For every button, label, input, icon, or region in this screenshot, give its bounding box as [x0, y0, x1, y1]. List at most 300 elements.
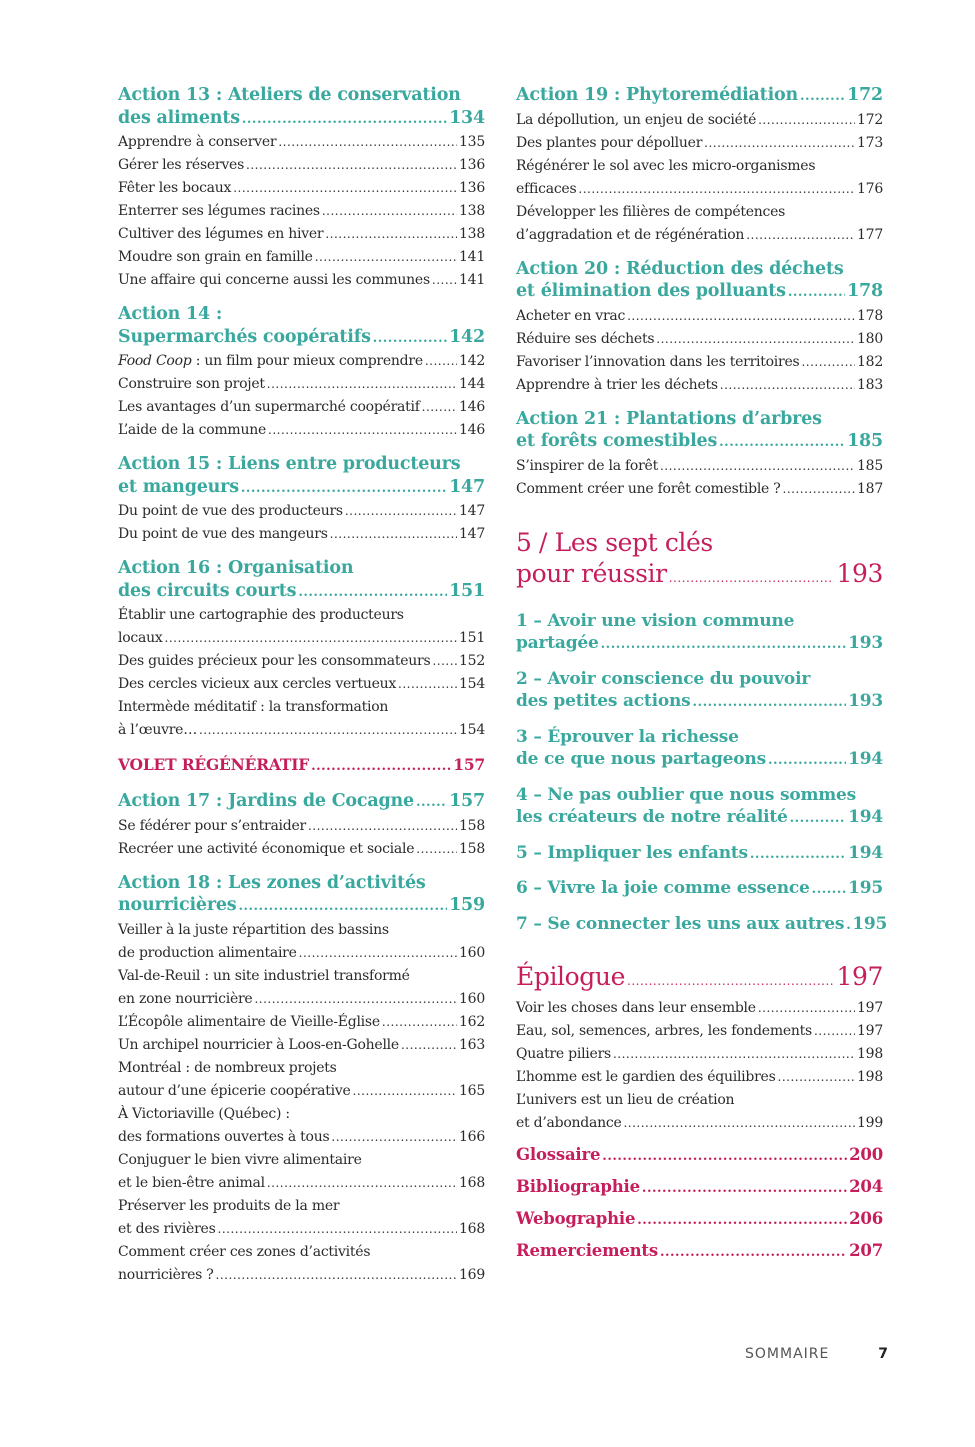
toc-item-page: 142: [459, 353, 485, 369]
leader-dots: [758, 997, 855, 1020]
leader-dots: [693, 692, 847, 715]
toc-heading-line1: 5 / Les sept clés: [516, 527, 713, 557]
toc-item-page: 141: [459, 272, 485, 288]
toc-item[interactable]: [118, 988, 485, 1011]
leader-dots: [382, 1011, 457, 1034]
toc-heading-line1: Action 18 : Les zones d’activités: [118, 872, 426, 893]
toc-item[interactable]: [516, 455, 883, 478]
toc-item[interactable]: [118, 419, 485, 442]
toc-section: [516, 668, 883, 715]
toc-item-page: 136: [459, 157, 485, 173]
leader-dots: [602, 1145, 847, 1169]
toc-item-page: 135: [459, 134, 485, 150]
toc-item-page: 152: [459, 653, 485, 669]
toc-item-page: 183: [857, 376, 883, 393]
toc-item-title: efficaces: [516, 180, 577, 197]
toc-heading-line1: Action 15 : Liens entre producteurs: [118, 454, 461, 474]
leader-dots: [353, 1080, 457, 1103]
toc-item-page: 160: [459, 944, 485, 961]
toc-item[interactable]: [118, 1034, 485, 1057]
toc-item-title: nourricières ?: [118, 1266, 214, 1283]
toc-heading-line1: Action 16 : Organisation: [118, 558, 354, 578]
leader-dots: [325, 223, 457, 246]
toc-item-title: Gérer les réserves: [118, 157, 245, 173]
toc-section: [516, 784, 883, 831]
toc-section: [118, 872, 485, 1287]
leader-dots: [601, 634, 846, 657]
toc-item-page: 138: [459, 203, 485, 219]
toc-item-title: Une affaire qui concerne aussi les communes: [118, 272, 430, 288]
toc-heading[interactable]: [118, 107, 485, 132]
toc-item[interactable]: [118, 1011, 485, 1034]
toc-heading[interactable]: [118, 326, 485, 351]
leader-dots: [278, 131, 457, 154]
toc-item[interactable]: [516, 1043, 883, 1066]
toc-item-title: Cultiver des légumes en hiver: [118, 226, 324, 242]
toc-item-line1: Établir une cartographie des producteurs: [118, 607, 404, 623]
toc-item-page: 180: [857, 330, 883, 347]
leader-dots: [660, 455, 855, 478]
toc-item-page: 138: [459, 226, 485, 242]
toc-item-page: 163: [459, 1036, 485, 1053]
leader-dots: [578, 178, 855, 201]
toc-item-page: 169: [459, 1266, 485, 1283]
toc-section: [516, 408, 883, 501]
leader-dots: [432, 650, 457, 673]
toc-item-page: 197: [857, 1023, 883, 1039]
toc-item-page: 154: [459, 676, 485, 692]
toc-heading-page: 147: [449, 476, 485, 497]
toc-item[interactable]: [118, 154, 485, 177]
toc-heading-title: des circuits courts: [118, 580, 297, 601]
toc-item-page: 197: [857, 1000, 883, 1016]
toc-item-title: [118, 350, 423, 373]
toc-heading-page: 193: [848, 633, 883, 653]
toc-item[interactable]: [118, 523, 485, 546]
toc-item[interactable]: [118, 246, 485, 269]
toc-item[interactable]: [516, 374, 883, 397]
toc-heading-title: des petites actions: [516, 691, 691, 711]
toc-item[interactable]: [516, 224, 883, 247]
toc-item-line1: Val-de-Reuil : un site industriel transformé: [118, 967, 410, 984]
toc-item-page: 172: [857, 111, 883, 128]
toc-heading-title: 7 – Se connecter les uns aux autres: [516, 913, 845, 934]
leader-dots: [422, 396, 457, 419]
leader-dots: [783, 478, 855, 501]
leader-dots: [331, 1126, 457, 1149]
toc-section: [516, 1175, 883, 1201]
toc-item[interactable]: [516, 997, 883, 1020]
leader-dots: [746, 224, 855, 247]
leader-dots: [345, 500, 457, 523]
footer-section-label: SOMMAIRE: [745, 1346, 830, 1362]
leader-dots: [788, 282, 845, 305]
toc-item-page: 162: [459, 1013, 485, 1030]
leader-dots: [322, 200, 457, 223]
toc-item-line1: À Victoriaville (Québec) :: [118, 1105, 290, 1122]
toc-section: [516, 84, 883, 247]
toc-item-page: 173: [857, 134, 883, 151]
leader-dots: [846, 915, 850, 938]
toc-item-title: à l’œuvre…: [118, 722, 197, 738]
toc-item-line1: Montréal : de nombreux projets: [118, 1059, 337, 1076]
toc-item-page: 185: [857, 457, 883, 474]
toc-heading[interactable]: [516, 842, 883, 867]
toc-section: [516, 1207, 883, 1233]
toc-heading-line1: 1 – Avoir une vision commune: [516, 610, 795, 631]
leader-dots: [373, 328, 447, 351]
leader-dots: [660, 1241, 847, 1265]
toc-item-line1: Conjuguer le bien vivre alimentaire: [118, 1151, 362, 1168]
toc-item-title: L’Écopôle alimentaire de Vieille-Église: [118, 1013, 380, 1030]
toc-item-page: 147: [459, 526, 485, 542]
toc-item-title: Fêter les bocaux: [118, 180, 232, 196]
toc-heading-line1: Action 13 : Ateliers de conservation: [118, 85, 461, 105]
leader-dots: [199, 719, 457, 742]
toc-item[interactable]: [118, 373, 485, 396]
leader-dots: [254, 988, 457, 1011]
toc-heading-title: Bibliographie: [516, 1177, 640, 1196]
toc-item[interactable]: [516, 305, 883, 328]
toc-item-page: 182: [857, 353, 883, 370]
toc-heading[interactable]: [516, 430, 883, 455]
toc-heading-page: 178: [847, 281, 883, 301]
toc-item[interactable]: [118, 1172, 485, 1195]
toc-heading-page: 151: [449, 580, 485, 601]
toc-item-page: 141: [459, 249, 485, 265]
leader-dots: [750, 844, 846, 867]
toc-item-title: Des guides précieux pour les consommateurs: [118, 653, 431, 669]
toc-item-title: Du point de vue des mangeurs: [118, 526, 328, 542]
toc-item[interactable]: [118, 1218, 485, 1241]
toc-item-title: Eau, sol, semences, arbres, les fondements: [516, 1023, 812, 1039]
toc-heading[interactable]: [516, 558, 883, 594]
toc-item[interactable]: [118, 1126, 485, 1149]
toc-heading-line1: 2 – Avoir conscience du pouvoir: [516, 668, 811, 689]
toc-heading-page: 194: [848, 807, 883, 827]
toc-heading-page: 185: [847, 431, 883, 451]
toc-item-title: Construire son projet: [118, 376, 265, 392]
toc-item[interactable]: [118, 223, 485, 246]
leader-dots: [267, 1172, 457, 1195]
toc-item-line1: Veiller à la juste répartition des bassins: [118, 921, 389, 938]
leader-dots: [241, 478, 447, 501]
leader-dots: [814, 1020, 855, 1043]
toc-heading[interactable]: [516, 877, 883, 902]
leader-dots: [165, 627, 458, 650]
leader-dots: [642, 1177, 847, 1201]
toc-section: [516, 610, 883, 657]
leader-dots: [315, 246, 457, 269]
leader-dots: [311, 755, 451, 779]
toc-heading-title: et forêts comestibles: [516, 431, 718, 451]
toc-item-line1: Développer les filières de compétences: [516, 203, 786, 220]
toc-item-title: d’aggradation et de régénération: [516, 226, 745, 243]
toc-heading-title: et mangeurs: [118, 476, 239, 497]
toc-item[interactable]: [118, 1080, 485, 1103]
toc-item-title: Recréer une activité économique et sociale: [118, 840, 415, 857]
toc-heading[interactable]: [516, 748, 883, 773]
leader-dots: [627, 305, 855, 328]
toc-left-column: [118, 84, 485, 1298]
toc-item[interactable]: [118, 627, 485, 650]
leader-dots: [238, 896, 447, 919]
toc-item-page: 136: [459, 180, 485, 196]
toc-section: [118, 303, 485, 442]
toc-item-title: L’aide de la commune: [118, 422, 267, 438]
toc-section: [516, 1143, 883, 1169]
toc-item-title: Se fédérer pour s’entraider: [118, 817, 306, 834]
leader-dots: [720, 374, 855, 397]
toc-heading-title: Action 19 : Phytoremédiation: [516, 85, 799, 105]
toc-item-title: Des plantes pour dépolluer: [516, 134, 703, 151]
toc-item[interactable]: [118, 650, 485, 673]
leader-dots: [719, 432, 845, 455]
leader-dots: [627, 966, 834, 997]
toc-item-title: Du point de vue des producteurs: [118, 503, 343, 519]
toc-heading[interactable]: [118, 580, 485, 605]
toc-heading[interactable]: [516, 690, 883, 715]
leader-dots: [233, 177, 457, 200]
toc-item-page: 158: [459, 817, 485, 834]
toc-heading-title: Supermarchés coopératifs: [118, 326, 371, 347]
toc-item[interactable]: [118, 177, 485, 200]
toc-heading[interactable]: [516, 1143, 883, 1169]
toc-heading-page: 134: [449, 107, 485, 128]
toc-item-page: 144: [459, 376, 485, 392]
toc-item-title: Apprendre à conserver: [118, 134, 277, 150]
toc-item-title: en zone nourricière: [118, 990, 253, 1007]
toc-item-title: Quatre piliers: [516, 1046, 611, 1062]
toc-item-page: 168: [459, 1220, 485, 1237]
leader-dots: [778, 1066, 855, 1089]
toc-item-title: et le bien-être animal: [118, 1174, 265, 1191]
toc-item-page: 178: [857, 307, 883, 324]
toc-item[interactable]: [516, 351, 883, 374]
toc-item[interactable]: [516, 478, 883, 501]
toc-heading-title: et élimination des polluants: [516, 281, 786, 301]
toc-heading[interactable]: [516, 913, 888, 938]
toc-item-page: 160: [459, 990, 485, 1007]
toc-item[interactable]: [118, 1264, 485, 1287]
toc-item[interactable]: [118, 815, 485, 838]
toc-heading-page: 193: [848, 691, 883, 711]
toc-section: [516, 961, 883, 1135]
footer-page-number: 7: [878, 1346, 888, 1362]
toc-heading-page: 172: [847, 85, 883, 105]
toc-item-page: 166: [459, 1128, 485, 1145]
leader-dots: [613, 1043, 855, 1066]
toc-item[interactable]: [516, 328, 883, 351]
toc-item-title: Favoriser l’innovation dans les territoires: [516, 353, 800, 370]
toc-heading-page: 200: [849, 1145, 883, 1164]
toc-heading[interactable]: [516, 1207, 883, 1233]
toc-section: [516, 913, 888, 938]
toc-item-title: Acheter en vrac: [516, 307, 626, 324]
toc-item-line1: Préserver les produits de la mer: [118, 1197, 340, 1214]
leader-dots: [656, 328, 855, 351]
toc-item-page: 151: [459, 630, 485, 646]
toc-item-title: Apprendre à trier les déchets: [516, 376, 718, 393]
toc-item-title: et des rivières: [118, 1220, 216, 1237]
leader-dots: [267, 373, 457, 396]
toc-item[interactable]: [516, 1020, 883, 1043]
toc-section: [516, 842, 883, 867]
toc-heading[interactable]: [516, 280, 883, 305]
toc-heading[interactable]: [118, 894, 485, 919]
leader-dots: [758, 109, 855, 132]
leader-dots: [298, 582, 447, 605]
toc-item-page: 198: [857, 1046, 883, 1062]
toc-section: [118, 557, 485, 742]
toc-heading-page: 157: [453, 755, 485, 774]
toc-item-title: de production alimentaire: [118, 944, 297, 961]
toc-heading-title: Épilogue: [516, 962, 625, 991]
toc-heading[interactable]: [118, 476, 485, 501]
toc-item-page: 147: [459, 503, 485, 519]
toc-section: [118, 790, 485, 861]
leader-dots: [416, 792, 447, 815]
toc-item[interactable]: [118, 396, 485, 419]
toc-heading[interactable]: [516, 961, 883, 997]
toc-item[interactable]: [118, 131, 485, 154]
toc-heading[interactable]: [118, 790, 485, 815]
leader-dots: [398, 673, 457, 696]
toc-heading-page: 159: [449, 895, 485, 915]
toc-heading-page: 206: [849, 1209, 883, 1228]
toc-item-page: 168: [459, 1174, 485, 1191]
toc-heading-title: Remerciements: [516, 1241, 658, 1260]
toc-item-title: locaux: [118, 630, 163, 646]
leader-dots: [812, 879, 846, 902]
toc-heading-title: des aliments: [118, 107, 240, 128]
leader-dots: [330, 523, 457, 546]
toc-item-title: Les avantages d’un supermarché coopératif: [118, 399, 420, 415]
toc-item-title-rest: : un film pour mieux comprendre: [191, 353, 423, 369]
toc-item-page: 187: [857, 480, 883, 497]
toc-heading-page: 197: [836, 962, 883, 991]
toc-item-title: Un archipel nourricier à Loos-en-Gohelle: [118, 1036, 399, 1053]
toc-item[interactable]: [118, 500, 485, 523]
toc-item-page: 176: [857, 180, 883, 197]
leader-dots: [416, 838, 457, 861]
toc-heading-title: Glossaire: [516, 1145, 601, 1164]
toc-section: [516, 726, 883, 773]
toc-heading-page: 204: [849, 1177, 883, 1196]
toc-item[interactable]: [516, 1066, 883, 1089]
toc-item-title: Réduire ses déchets: [516, 330, 655, 347]
toc-heading-title: de ce que nous partageons: [516, 749, 766, 769]
toc-item-page: 177: [857, 226, 883, 243]
toc-heading[interactable]: [118, 753, 485, 779]
leader-dots: [768, 750, 846, 773]
leader-dots: [800, 86, 845, 109]
toc-item[interactable]: [516, 1112, 883, 1135]
toc-heading-line1: Action 20 : Réduction des déchets: [516, 258, 844, 279]
toc-heading-page: 157: [449, 791, 485, 811]
toc-item[interactable]: [118, 350, 485, 373]
toc-section: [516, 1239, 883, 1265]
toc-item-page: 198: [857, 1069, 883, 1085]
leader-dots: [218, 1218, 458, 1241]
toc-heading-line1: Action 21 : Plantations d’arbres: [516, 408, 822, 429]
toc-item[interactable]: [118, 269, 485, 292]
leader-dots: [801, 351, 855, 374]
leader-dots: [790, 808, 846, 831]
leader-dots: [299, 942, 457, 965]
toc-section: [516, 877, 883, 902]
toc-section: [118, 453, 485, 546]
leader-dots: [425, 350, 457, 373]
toc-item[interactable]: [516, 109, 883, 132]
toc-heading[interactable]: [516, 806, 883, 831]
toc-heading-title: 6 – Vivre la joie comme essence: [516, 878, 810, 898]
toc-heading-page: 194: [848, 842, 883, 863]
toc-item-page: 154: [459, 722, 485, 738]
toc-item-title: Enterrer ses légumes racines: [118, 203, 320, 219]
leader-dots: [432, 269, 457, 292]
toc-item-title: des formations ouvertes à tous: [118, 1128, 330, 1145]
toc-right-column: [516, 84, 888, 1271]
toc-item-title: Moudre son grain en famille: [118, 249, 313, 265]
toc-item-title: S’inspirer de la forêt: [516, 457, 658, 474]
toc-heading[interactable]: [516, 1175, 883, 1201]
toc-heading-title: 5 – Impliquer les enfants: [516, 842, 748, 863]
toc-item[interactable]: [516, 178, 883, 201]
toc-item-page: 146: [459, 399, 485, 415]
leader-dots: [308, 815, 457, 838]
toc-item-italic: Food Coop: [118, 353, 192, 369]
leader-dots: [401, 1034, 457, 1057]
toc-item-title: Voir les choses dans leur ensemble: [516, 1000, 756, 1016]
toc-item[interactable]: [516, 132, 883, 155]
toc-heading[interactable]: [516, 84, 883, 109]
toc-heading-page: 195: [852, 913, 888, 934]
toc-item-line1: L’univers est un lieu de création: [516, 1092, 735, 1108]
toc-heading-page: 195: [848, 878, 883, 898]
toc-item[interactable]: [118, 942, 485, 965]
toc-item-line1: Comment créer ces zones d’activités: [118, 1243, 371, 1260]
toc-item[interactable]: [118, 673, 485, 696]
toc-item[interactable]: [118, 719, 485, 742]
page-footer: [745, 1346, 888, 1366]
toc-item-title: et d’abondance: [516, 1115, 622, 1131]
toc-heading-page: 194: [848, 749, 883, 769]
toc-item[interactable]: [118, 838, 485, 861]
toc-section: [516, 527, 883, 594]
toc-heading-page: 142: [449, 326, 485, 347]
toc-section: [118, 84, 485, 292]
toc-item-title: autour d’une épicerie coopérative: [118, 1082, 351, 1099]
toc-item-page: 146: [459, 422, 485, 438]
leader-dots: [623, 1112, 855, 1135]
toc-heading[interactable]: [516, 1239, 883, 1265]
toc-item-title: L’homme est le gardien des équilibres: [516, 1069, 776, 1085]
toc-item-page: 158: [459, 840, 485, 857]
toc-item-title: La dépollution, un enjeu de société: [516, 111, 757, 128]
leader-dots: [704, 132, 855, 155]
leader-dots: [242, 109, 447, 132]
toc-heading[interactable]: [516, 632, 883, 657]
toc-heading-title: les créateurs de notre réalité: [516, 807, 788, 827]
toc-item[interactable]: [118, 200, 485, 223]
toc-heading-title: VOLET RÉGÉNÉRATIF: [118, 755, 310, 774]
toc-heading-page: 193: [836, 558, 883, 588]
toc-heading-title: Action 17 : Jardins de Cocagne: [118, 791, 414, 811]
leader-dots: [669, 563, 835, 594]
toc-section: [118, 753, 485, 779]
toc-item-title: Des cercles vicieux aux cercles vertueux: [118, 676, 397, 692]
